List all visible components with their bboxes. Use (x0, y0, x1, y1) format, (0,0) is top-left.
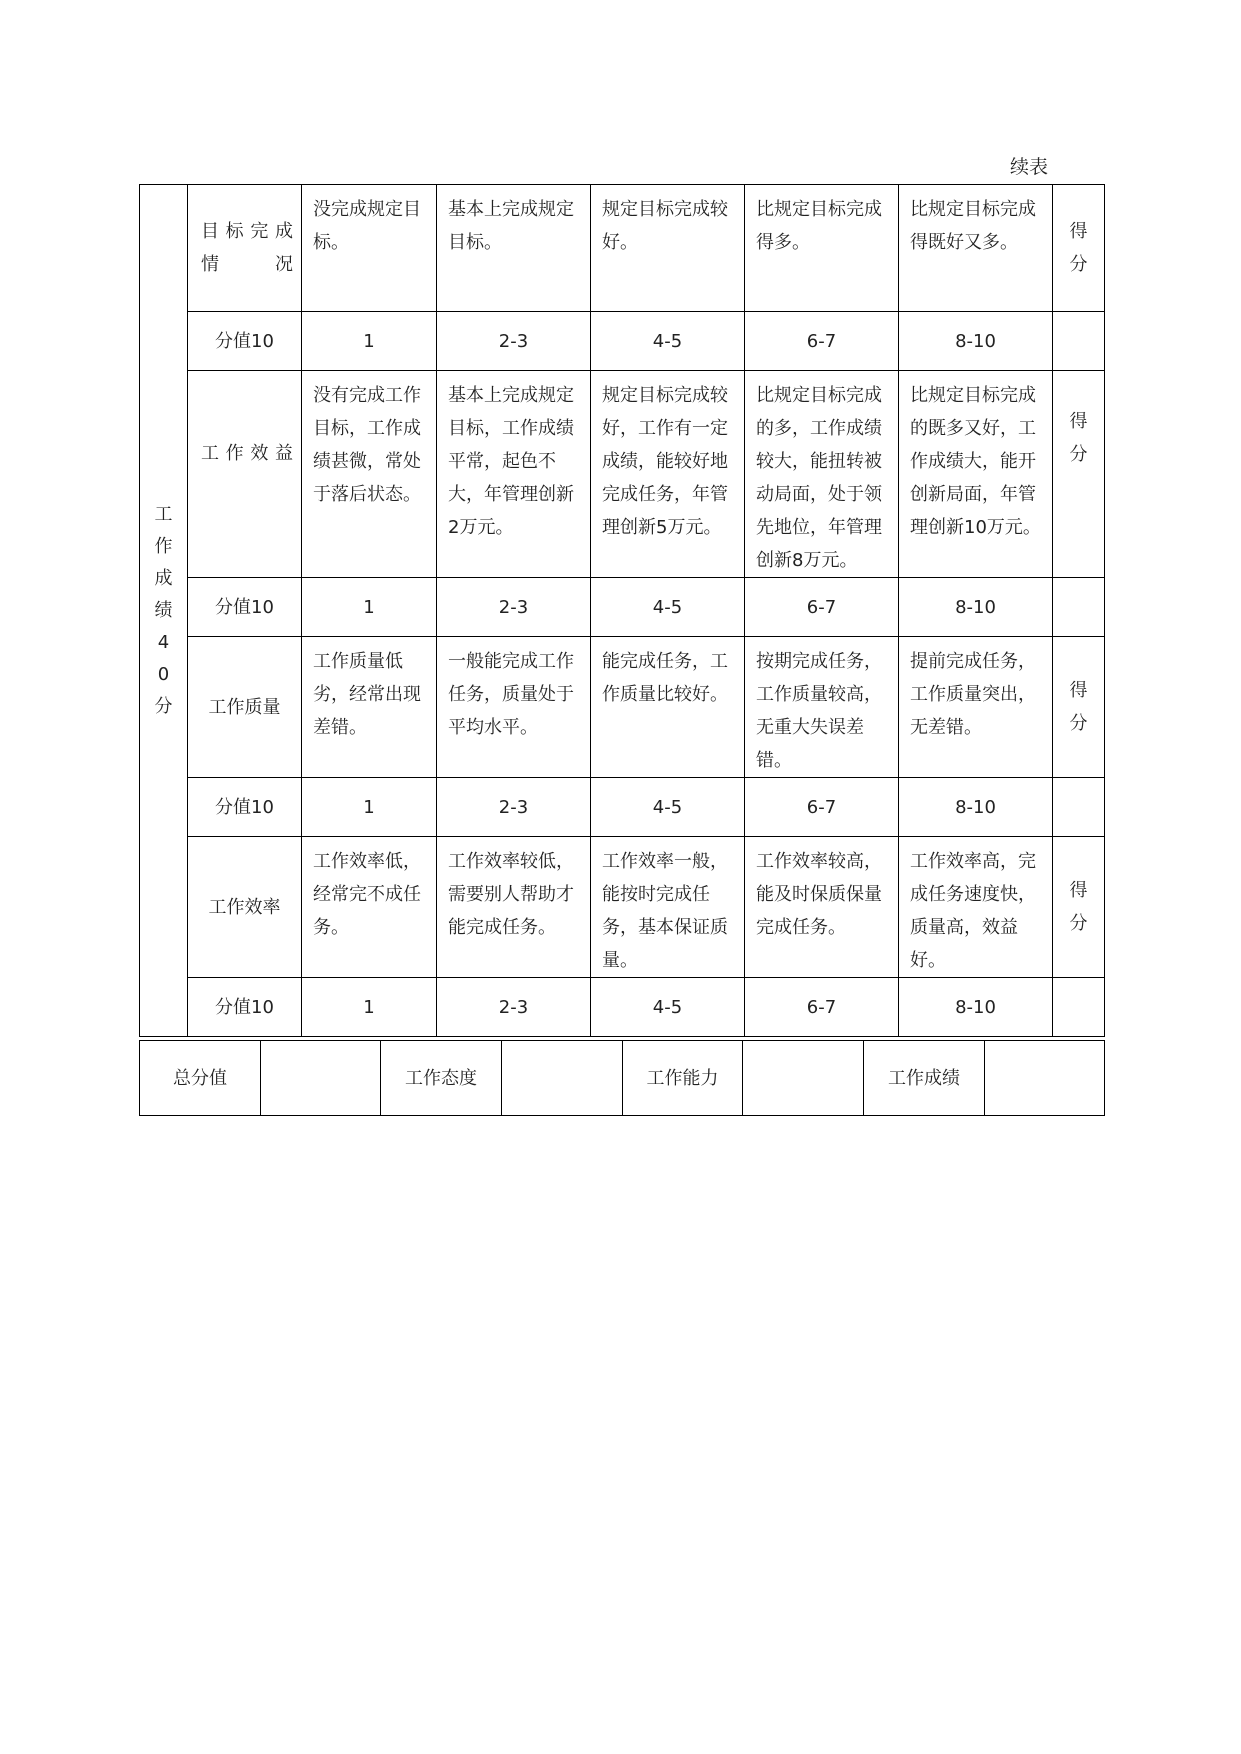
description-cell: 工作质量低劣，经常出现差错。 (302, 637, 437, 778)
score-input-cell[interactable] (1053, 312, 1105, 371)
score-value: 1 (302, 778, 437, 837)
criterion-cell (188, 185, 302, 312)
description-cell: 比规定目标完成的多，工作成绩较大，能扭转被动局面，处于领先地位，年管理创新8万元。 (745, 371, 899, 578)
score-value: 8-10 (899, 978, 1053, 1037)
score-value: 4-5 (591, 778, 745, 837)
description-row (140, 185, 1105, 312)
total-score-label: 总分值 (140, 1041, 261, 1116)
ability-label: 工作能力 (623, 1041, 743, 1116)
description-cell: 工作效率一般，能按时完成任务，基本保证质量。 (591, 837, 745, 978)
score-column-label: 得分 (1069, 680, 1088, 734)
score-value: 2-3 (437, 778, 591, 837)
score-column-cell (1053, 637, 1105, 778)
continued-label: 续表 (1010, 156, 1049, 178)
score-row (140, 312, 1105, 371)
description-cell: 一般能完成工作任务，质量处于平均水平。 (437, 637, 591, 778)
description-row (140, 837, 1105, 978)
criterion-cell: 工作质量 (188, 637, 302, 778)
score-row (140, 778, 1105, 837)
ability-score-input[interactable] (743, 1041, 864, 1116)
criterion-label: 工作效益 (201, 443, 293, 464)
score-label: 分值10 (188, 578, 302, 637)
score-column-label: 得分 (1069, 880, 1088, 934)
totals-row (140, 1041, 1105, 1116)
score-value: 6-7 (745, 578, 899, 637)
score-value: 1 (302, 578, 437, 637)
score-row (140, 578, 1105, 637)
category-label: 工作成绩40分 (154, 503, 173, 717)
criterion-cell: 工作效率 (188, 837, 302, 978)
performance-label: 工作成绩 (864, 1041, 985, 1116)
description-cell: 按期完成任务，工作质量较高，无重大失误差错。 (745, 637, 899, 778)
score-row (140, 978, 1105, 1037)
score-value: 4-5 (591, 578, 745, 637)
score-value: 6-7 (745, 778, 899, 837)
score-label: 分值10 (188, 778, 302, 837)
description-row (140, 637, 1105, 778)
score-value: 2-3 (437, 312, 591, 371)
score-label: 分值10 (188, 312, 302, 371)
description-cell: 基本上完成规定目标，工作成绩平常，起色不大，年管理创新2万元。 (437, 371, 591, 578)
score-column-label: 得分 (1069, 221, 1088, 275)
score-label: 分值10 (188, 978, 302, 1037)
criterion-label: 目标完成 (201, 221, 293, 242)
description-cell: 提前完成任务，工作质量突出，无差错。 (899, 637, 1053, 778)
performance-score-input[interactable] (985, 1041, 1105, 1116)
description-cell: 工作效率低，经常完不成任务。 (302, 837, 437, 978)
score-value: 2-3 (437, 978, 591, 1037)
score-column-cell (1053, 185, 1105, 312)
score-column-cell (1053, 371, 1105, 578)
attitude-label: 工作态度 (381, 1041, 502, 1116)
score-value: 8-10 (899, 312, 1053, 371)
description-cell: 比规定目标完成得既好又多。 (899, 185, 1053, 312)
totals-table (139, 1040, 1105, 1116)
score-value: 2-3 (437, 578, 591, 637)
description-cell: 没完成规定目标。 (302, 185, 437, 312)
description-cell: 比规定目标完成的既多又好，工作成绩大，能开创新局面，年管理创新10万元。 (899, 371, 1053, 578)
score-input-cell[interactable] (1053, 978, 1105, 1037)
description-cell: 工作效率较低，需要别人帮助才能完成任务。 (437, 837, 591, 978)
score-value: 4-5 (591, 312, 745, 371)
score-value: 1 (302, 312, 437, 371)
score-value: 6-7 (745, 312, 899, 371)
score-value: 8-10 (899, 778, 1053, 837)
criterion-cell (188, 371, 302, 578)
score-column-label: 得分 (1069, 411, 1088, 465)
attitude-score-input[interactable] (502, 1041, 623, 1116)
description-cell: 能完成任务，工作质量比较好。 (591, 637, 745, 778)
score-value: 8-10 (899, 578, 1053, 637)
total-score-input[interactable] (261, 1041, 381, 1116)
score-input-cell[interactable] (1053, 778, 1105, 837)
description-cell: 工作效率较高，能及时保质保量完成任务。 (745, 837, 899, 978)
description-row (140, 371, 1105, 578)
score-value: 4-5 (591, 978, 745, 1037)
category-cell (140, 185, 188, 1037)
score-column-cell (1053, 837, 1105, 978)
score-input-cell[interactable] (1053, 578, 1105, 637)
description-cell: 工作效率高，完成任务速度快，质量高，效益好。 (899, 837, 1053, 978)
evaluation-table (139, 184, 1105, 1037)
description-cell: 比规定目标完成得多。 (745, 185, 899, 312)
score-value: 1 (302, 978, 437, 1037)
score-value: 6-7 (745, 978, 899, 1037)
description-cell: 没有完成工作目标，工作成绩甚微，常处于落后状态。 (302, 371, 437, 578)
description-cell: 规定目标完成较好。 (591, 185, 745, 312)
description-cell: 规定目标完成较好，工作有一定成绩，能较好地完成任务，年管理创新5万元。 (591, 371, 745, 578)
description-cell: 基本上完成规定目标。 (437, 185, 591, 312)
criterion-label-line2: 情 况 (201, 254, 293, 275)
